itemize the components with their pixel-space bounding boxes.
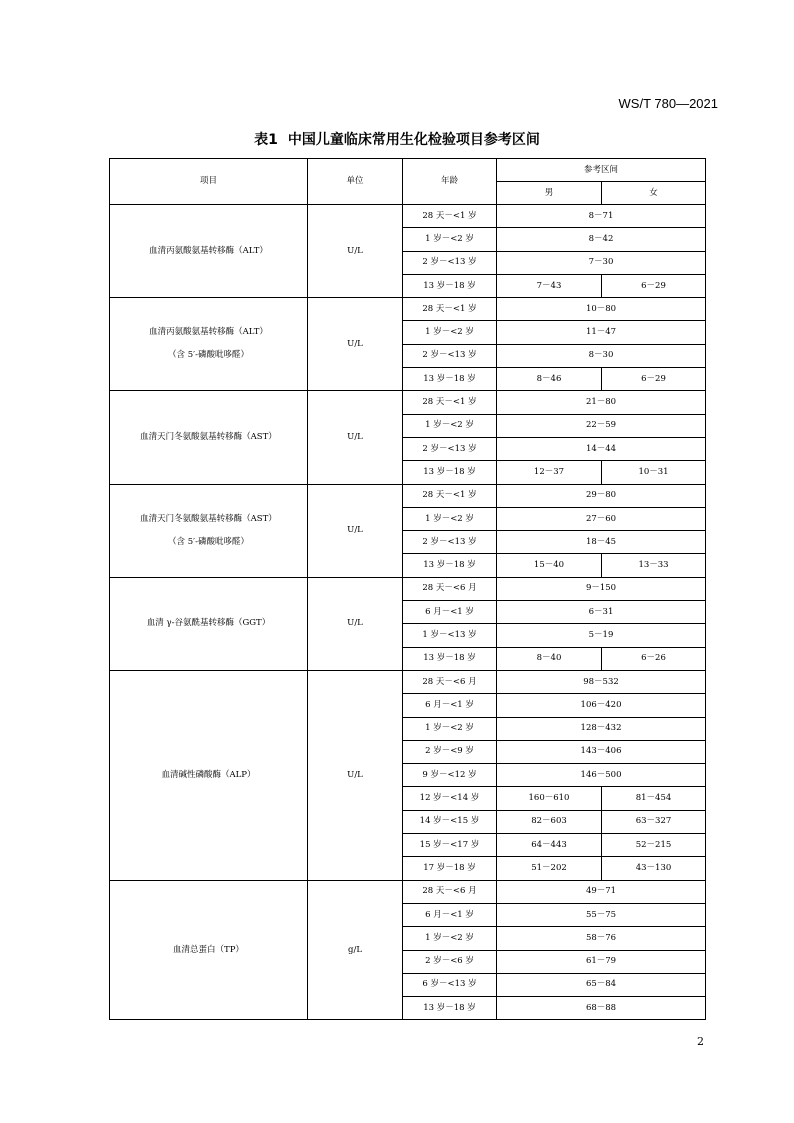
item-name: 血清总蛋白（TP） [173, 944, 244, 955]
item-name-cell [110, 880, 308, 1020]
reference-value-cell: 14－44 [497, 437, 706, 460]
age-cell: 13 岁－18 岁 [403, 368, 497, 391]
unit-cell: U/L [308, 205, 403, 298]
reference-value-cell: 8－71 [497, 205, 706, 228]
reference-value-cell: 27－60 [497, 507, 706, 530]
age-cell: 13 岁－18 岁 [403, 554, 497, 577]
female-value-cell: 10－31 [602, 461, 706, 484]
female-value-cell: 81－454 [602, 787, 706, 810]
item-name: 血清丙氨酸氨基转移酶（ALT） [149, 327, 268, 338]
table-row [110, 880, 706, 903]
item-name-cell [110, 484, 308, 577]
female-value-cell: 43－130 [602, 857, 706, 880]
reference-value-cell: 11－47 [497, 321, 706, 344]
table-title: 中国儿童临床常用生化检验项目参考区间 [287, 132, 540, 148]
standard-code: WS/T 780—2021 [618, 96, 718, 111]
age-cell: 28 天－<1 岁 [403, 205, 497, 228]
female-value-cell: 6－29 [602, 274, 706, 297]
header-male: 男 [497, 182, 602, 205]
table-row [110, 670, 706, 693]
age-cell: 28 天－<1 岁 [403, 298, 497, 321]
male-value-cell: 64－443 [497, 834, 602, 857]
female-value-cell: 63－327 [602, 810, 706, 833]
age-cell: 28 天－<6 月 [403, 577, 497, 600]
age-cell: 28 天－<1 岁 [403, 391, 497, 414]
table-row [110, 205, 706, 228]
unit-cell: U/L [308, 670, 403, 880]
age-cell: 6 月－<1 岁 [403, 601, 497, 624]
page-number: 2 [697, 1035, 704, 1048]
age-cell: 13 岁－18 岁 [403, 997, 497, 1020]
age-cell: 12 岁－<14 岁 [403, 787, 497, 810]
male-value-cell: 8－46 [497, 368, 602, 391]
reference-value-cell: 143－406 [497, 740, 706, 763]
item-name-cell [110, 391, 308, 484]
reference-value-cell: 6－31 [497, 601, 706, 624]
unit-cell: U/L [308, 484, 403, 577]
item-note: （含 5′-磷酸吡哆醛） [168, 350, 249, 361]
unit-cell: U/L [308, 577, 403, 670]
age-cell: 2 岁－<13 岁 [403, 437, 497, 460]
item-name-cell [110, 205, 308, 298]
age-cell: 2 岁－<13 岁 [403, 531, 497, 554]
age-cell: 14 岁－<15 岁 [403, 810, 497, 833]
table-body [110, 205, 706, 1020]
male-value-cell: 160－610 [497, 787, 602, 810]
item-name: 血清 γ-谷氨酰基转移酶（GGT） [146, 618, 271, 629]
item-name: 血清丙氨酸氨基转移酶（ALT） [149, 245, 268, 256]
age-cell: 2 岁－<9 岁 [403, 740, 497, 763]
age-cell: 6 月－<1 岁 [403, 903, 497, 926]
item-name: 血清天门冬氨酸氨基转移酶（AST） [140, 431, 277, 442]
reference-value-cell: 18－45 [497, 531, 706, 554]
header-item: 项目 [110, 159, 308, 205]
unit-cell: g/L [308, 880, 403, 1020]
table-row [110, 577, 706, 600]
age-cell: 13 岁－18 岁 [403, 274, 497, 297]
male-value-cell: 12－37 [497, 461, 602, 484]
age-cell: 1 岁－<2 岁 [403, 927, 497, 950]
age-cell: 6 月－<1 岁 [403, 694, 497, 717]
header-age: 年龄 [403, 159, 497, 205]
male-value-cell: 15－40 [497, 554, 602, 577]
age-cell: 17 岁－18 岁 [403, 857, 497, 880]
reference-value-cell: 65－84 [497, 973, 706, 996]
female-value-cell: 13－33 [602, 554, 706, 577]
reference-value-cell: 21－80 [497, 391, 706, 414]
reference-value-cell: 22－59 [497, 414, 706, 437]
age-cell: 28 天－<1 岁 [403, 484, 497, 507]
reference-value-cell: 98－532 [497, 670, 706, 693]
header-unit: 单位 [308, 159, 403, 205]
reference-value-cell: 10－80 [497, 298, 706, 321]
age-cell: 1 岁－<2 岁 [403, 321, 497, 344]
reference-value-cell: 128－432 [497, 717, 706, 740]
reference-value-cell: 8－42 [497, 228, 706, 251]
reference-value-cell: 146－500 [497, 764, 706, 787]
item-name: 血清碱性磷酸酶（ALP） [161, 769, 256, 780]
female-value-cell: 52－215 [602, 834, 706, 857]
item-note: （含 5′-磷酸吡哆醛） [168, 536, 249, 547]
female-value-cell: 6－29 [602, 368, 706, 391]
table-row [110, 484, 706, 507]
reference-interval-table [109, 158, 706, 1020]
item-name-cell [110, 670, 308, 880]
age-cell: 2 岁－<6 岁 [403, 950, 497, 973]
age-cell: 1 岁－<2 岁 [403, 414, 497, 437]
header-female: 女 [602, 182, 706, 205]
age-cell: 9 岁－<12 岁 [403, 764, 497, 787]
item-name-cell [110, 577, 308, 670]
table-caption [0, 129, 794, 149]
male-value-cell: 7－43 [497, 274, 602, 297]
reference-value-cell: 29－80 [497, 484, 706, 507]
table-number: 表1 [254, 132, 278, 148]
female-value-cell: 6－26 [602, 647, 706, 670]
age-cell: 1 岁－<2 岁 [403, 507, 497, 530]
reference-value-cell: 68－88 [497, 997, 706, 1020]
age-cell: 1 岁－<2 岁 [403, 717, 497, 740]
age-cell: 1 岁－<2 岁 [403, 228, 497, 251]
age-cell: 1 岁－<13 岁 [403, 624, 497, 647]
table-row [110, 298, 706, 321]
reference-value-cell: 8－30 [497, 344, 706, 367]
reference-value-cell: 5－19 [497, 624, 706, 647]
age-cell: 15 岁－<17 岁 [403, 834, 497, 857]
age-cell: 13 岁－18 岁 [403, 461, 497, 484]
male-value-cell: 82－603 [497, 810, 602, 833]
unit-cell: U/L [308, 298, 403, 391]
reference-value-cell: 55－75 [497, 903, 706, 926]
header-reference-interval: 参考区间 [497, 159, 706, 182]
reference-value-cell: 106－420 [497, 694, 706, 717]
age-cell: 28 天－<6 月 [403, 880, 497, 903]
male-value-cell: 51－202 [497, 857, 602, 880]
age-cell: 28 天－<6 月 [403, 670, 497, 693]
reference-value-cell: 61－79 [497, 950, 706, 973]
reference-value-cell: 9－150 [497, 577, 706, 600]
unit-cell: U/L [308, 391, 403, 484]
table-row [110, 391, 706, 414]
item-name-cell [110, 298, 308, 391]
reference-value-cell: 49－71 [497, 880, 706, 903]
age-cell: 2 岁－<13 岁 [403, 344, 497, 367]
age-cell: 13 岁－18 岁 [403, 647, 497, 670]
reference-value-cell: 58－76 [497, 927, 706, 950]
item-name: 血清天门冬氨酸氨基转移酶（AST） [140, 513, 277, 524]
age-cell: 2 岁－<13 岁 [403, 251, 497, 274]
age-cell: 6 岁－<13 岁 [403, 973, 497, 996]
reference-value-cell: 7－30 [497, 251, 706, 274]
male-value-cell: 8－40 [497, 647, 602, 670]
